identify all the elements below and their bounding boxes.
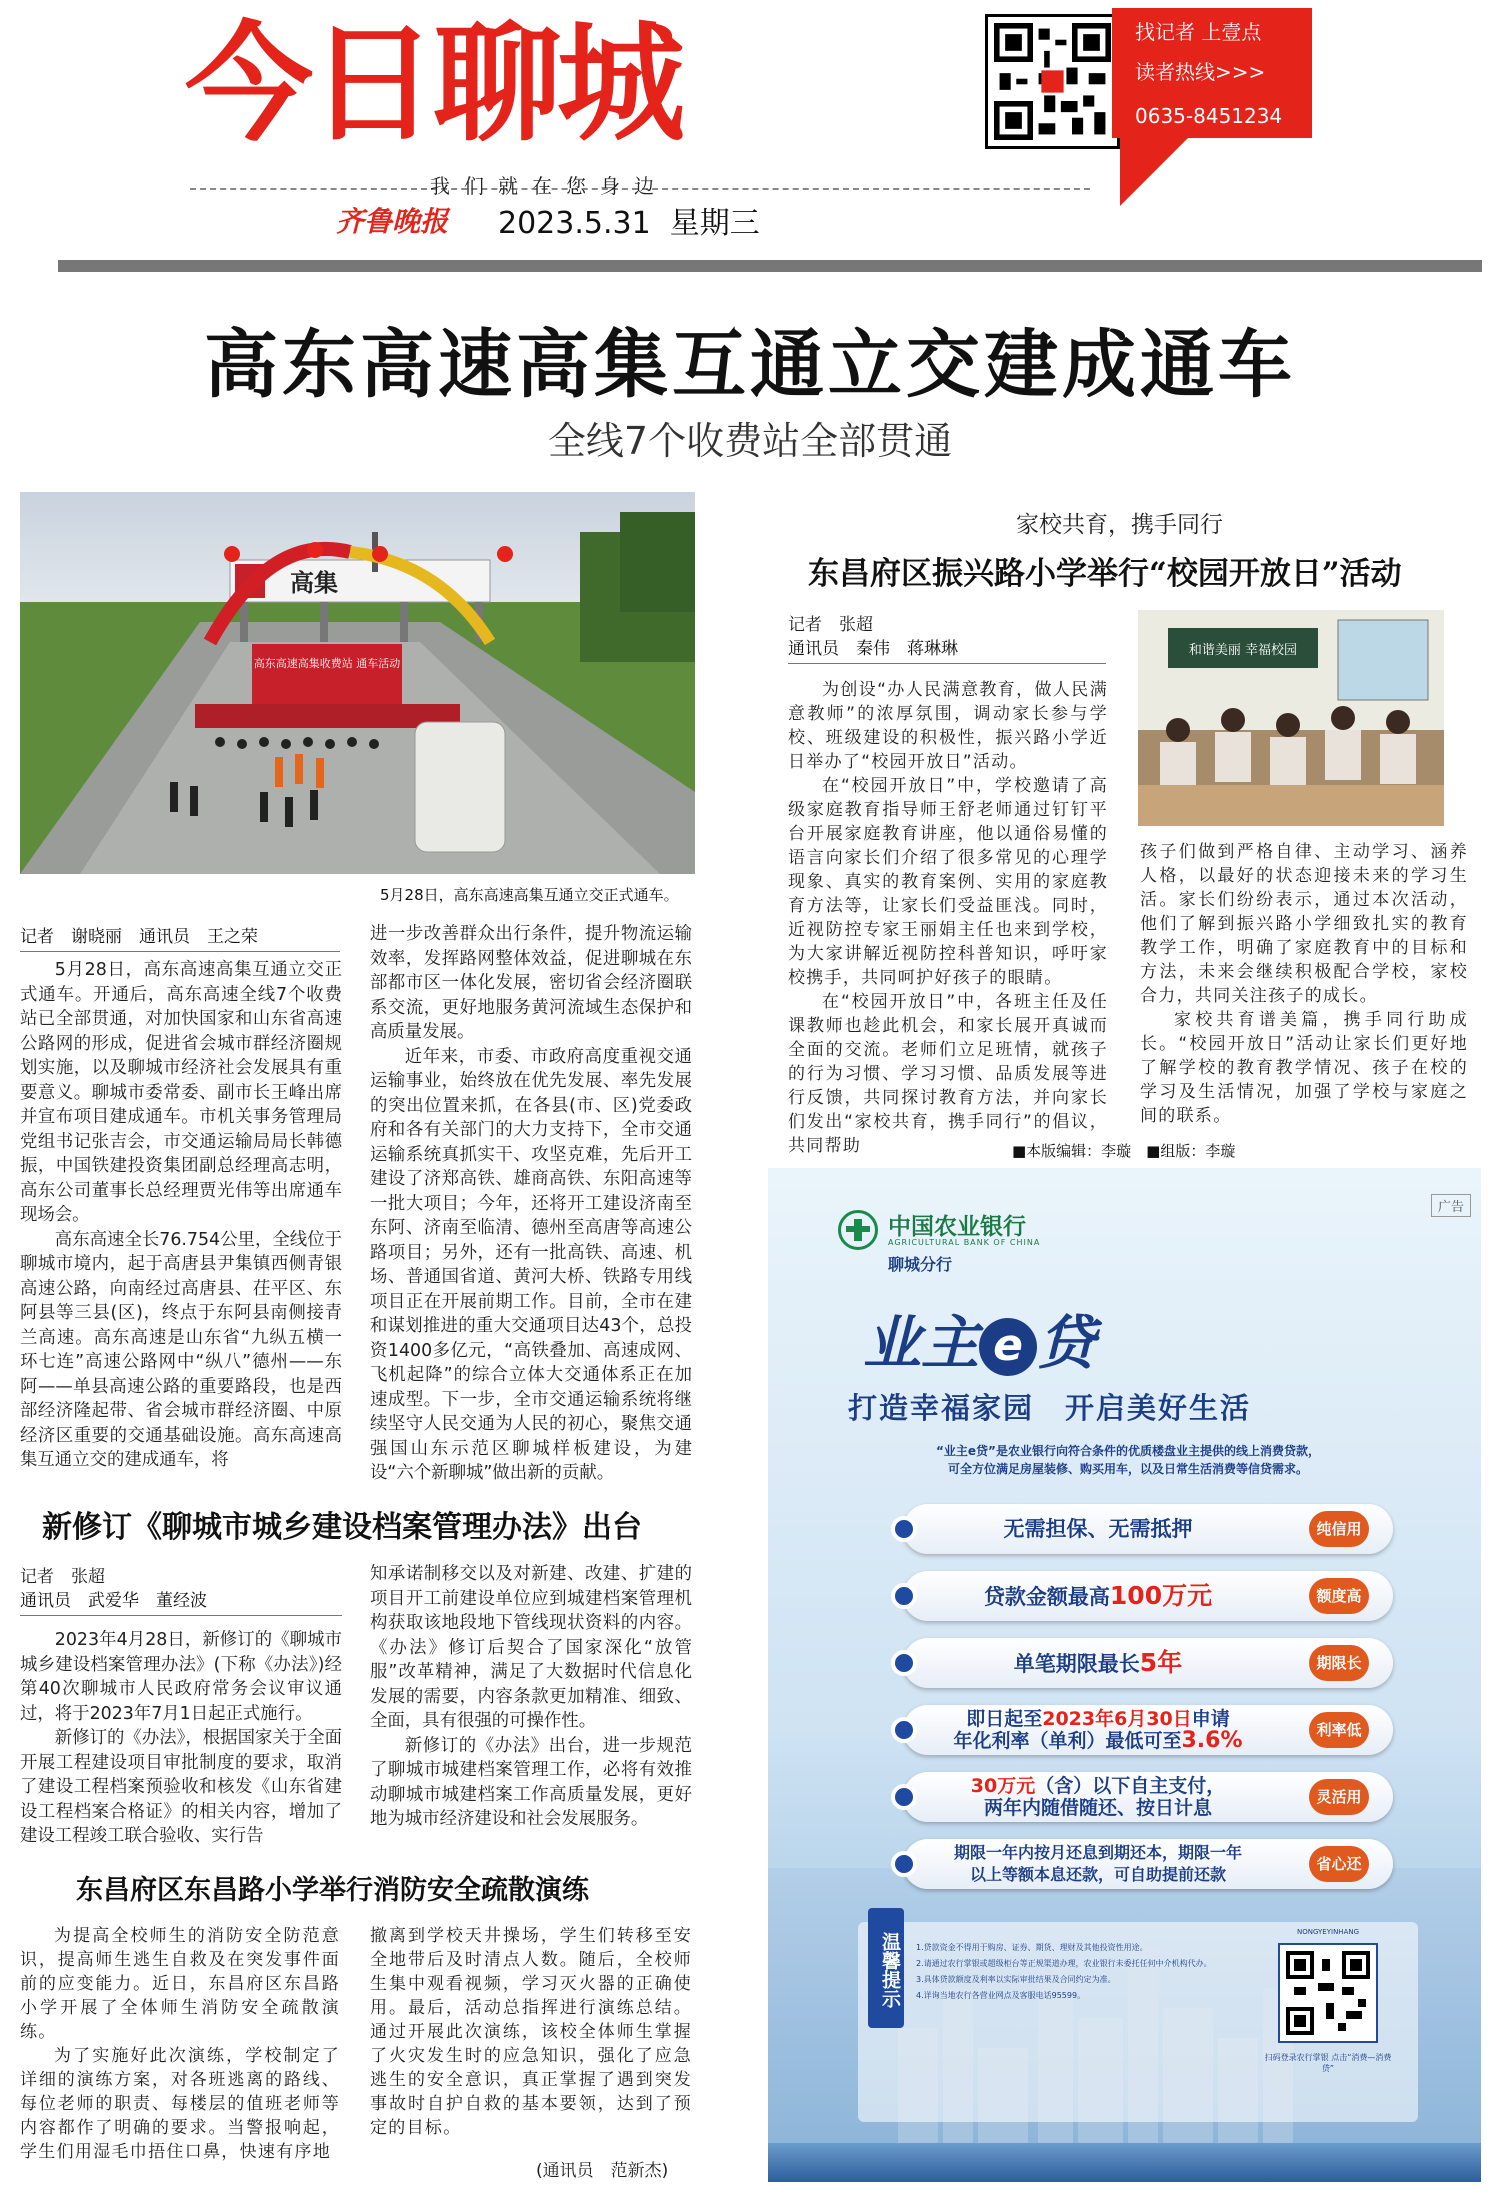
feature-highlight: 30万元 (970, 1775, 1036, 1797)
feature-line-2 (933, 1730, 1263, 1752)
feature-text (933, 1842, 1263, 1886)
svg-text:高东高速高集收费站 通车活动: 高东高速高集收费站 通车活动 (253, 657, 401, 670)
feature-pill (903, 1504, 1393, 1554)
feature-text-pre: 年化利率（单利）最低可至 (953, 1730, 1182, 1752)
lead-subheadline: 全线7个收费站全部贯通 (547, 419, 953, 463)
archive-byline-correspondents: 通讯员 武爱华 董经波 (20, 1586, 342, 1616)
bank-name-en: AGRICULTURAL BANK OF CHINA (888, 1238, 1041, 1247)
feature-text (933, 1708, 1263, 1752)
archive-column-2 (370, 1562, 692, 1852)
feature-text-post: 申请 (1191, 1708, 1230, 1730)
school-paragraph: 在“校园开放日”中，各班主任及任课教师也趁此机会，和家长展开真诚而全面的交流。老师们立足班情，就孩子的行为习惯、学习习惯、品质发展等进行反馈，共同探讨教育方法，并向家长们发出“家校共育，携手同行”的倡议，共同帮助 (788, 992, 1108, 1156)
feature-badge: 额度高 (1309, 1578, 1369, 1614)
product-e-icon: e (979, 1318, 1037, 1376)
notice-item: 3.具体贷款额度及利率以实际审批结果及合同约定为准。 (916, 1975, 1116, 1984)
abc-logo-icon (838, 1210, 878, 1250)
feature-text-pre: 即日起至 (966, 1708, 1043, 1730)
feature-bullet-icon (891, 1851, 917, 1877)
lead-byline: 记者 谢晓丽 通讯员 王之荣 (20, 922, 340, 952)
feature-highlight: 3.6% (1181, 1728, 1243, 1753)
editor-credits: ■本版编辑：李璇 ■组版：李璇 (1012, 1142, 1236, 1160)
hotline-line-2: 读者热线>>> (1135, 60, 1266, 84)
feature-pill (903, 1839, 1393, 1889)
feature-pill (903, 1772, 1393, 1822)
school-paragraph: 孩子们做到严格自律、主动学习、涵养人格，以最好的状态迎接未来的学习生活。家长们纷纷表示，通过本次活动，他们了解到振兴路小学细致扎实的教育教学工作，明确了家庭教育中的目标和方法，未来会继续积极配合学校，家校合力，共同关注孩子的成长。 (1140, 842, 1468, 1006)
product-name-post: 贷 (1037, 1309, 1096, 1377)
lead-paragraph: 进一步改善群众出行条件，提升物流运输效率，发挥路网整体效益，促进聊城在东部都市区一体化发展，密切省会经济圈联系交流，更好地服务黄河流域生态保护和高质量发展。 (370, 924, 692, 1042)
notice-item: 2.请通过农行掌银或超级柜台等正规渠道办理，农业银行未委托任何中介机构代办。 (916, 1959, 1212, 1968)
feature-badge: 纯信用 (1309, 1511, 1369, 1547)
feature-line-1 (933, 1708, 1263, 1730)
archive-column-1 (20, 1628, 342, 1848)
ad-tagline: 打造幸福家园 开启美好生活 (848, 1391, 1252, 1425)
archive-headline: 新修订《聊城市城乡建设档案管理办法》出台 (42, 1510, 642, 1545)
feature-pill (903, 1705, 1393, 1755)
fire-drill-credit: (通讯员 范新杰) (536, 2161, 669, 2181)
lead-photo-caption: 5月28日，高东高速高集互通立交正式通车。 (380, 886, 679, 904)
classroom-photo (1138, 610, 1444, 826)
archive-paragraph: 新修订的《办法》出台，进一步规范了聊城市城建档案管理工作，必将有效推动聊城市城建档案工作高质量发展，更好地为城市经济建设和社会发展服务。 (370, 1735, 692, 1829)
lead-column-1 (20, 958, 342, 1470)
school-byline-reporter: 记者 张超 (788, 615, 873, 635)
school-column-1 (788, 678, 1108, 1164)
archive-paragraph: 2023年4月28日，新修订的《聊城市城乡建设档案管理办法》(下称《办法》)经第40次聊城市人民政府常务会议审议通过，将于2023年7月1日起正式施行。 (20, 1630, 342, 1724)
feature-text-post: （含）以下自主支付， (1035, 1775, 1226, 1797)
fire-drill-column-1 (20, 1924, 340, 2174)
archive-paragraph: 知承诺制移交以及对新建、改建、扩建的项目开工前建设单位应到城建档案管理机构获取该地段地下管线现状资料的内容。《办法》修订后契合了国家深化“放管服”改革精神，满足了大数据时代信息化发展的需要，内容条款更加精准、细致、全面，具有很强的可操作性。 (370, 1564, 692, 1731)
school-column-2 (1140, 840, 1468, 1165)
school-kicker: 家校共育，携手同行 (1016, 512, 1223, 538)
qr-code-icon (1286, 1951, 1370, 2035)
feature-line-1 (933, 1775, 1263, 1797)
feature-text (933, 1775, 1263, 1819)
ad-label: 广告 (1431, 1194, 1471, 1217)
archive-paragraph: 新修订的《办法》，根据国家关于全面开展工程建设项目审批制度的要求，取消了建设工程档案预验收和核发《山东省建设工程档案合格证》的相关内容，增加了建设工程竣工联合验收、实行告 (20, 1728, 342, 1846)
feature-badge: 灵活用 (1309, 1779, 1369, 1815)
notice-item: 1.贷款资金不得用于购房、证券、期货、理财及其他投资性用途。 (916, 1943, 1148, 1952)
feature-highlight: 2023年6月30日 (1042, 1708, 1192, 1730)
hotline-line-1: 找记者 上壹点 (1135, 20, 1262, 44)
branch-name: 聊城分行 (888, 1255, 953, 1274)
feature-line-2: 以上等额本息还款，可自助提前还款 (969, 1865, 1226, 1884)
lead-headline: 高东高速高集互通立交建成通车 (204, 322, 1296, 408)
header-rule (58, 260, 1482, 272)
lead-column-2 (370, 922, 692, 1483)
feature-bullet-icon (891, 1516, 917, 1542)
feature-highlight: 5年 (1139, 1648, 1183, 1677)
product-name-pre: 业主 (863, 1309, 980, 1377)
school-paragraph: 为创设“办人民满意教育，做人民满意教师”的浓厚氛围，调动家长参与学校、班级建设的积极性，振兴路小学近日举办了“校园开放日”活动。 (788, 680, 1108, 772)
masthead-title: 今日聊城 (185, 10, 682, 159)
feature-bullet-icon (891, 1784, 917, 1810)
fire-drill-column-2 (370, 1924, 692, 2148)
feature-line-2: 两年内随借随还、按日计息 (983, 1797, 1212, 1819)
lead-paragraph: 5月28日，高东高速高集互通立交正式通车。开通后，高东高速全线7个收费站已全部贯通，对加快国家和山东省高速公路网的形成，促进省会城市群经济圈规划实施，以及聊城市经济社会发展具有重要意义。聊城市委常委、副市长王峰出席并宣布项目建成通车。市机关事务管理局党组书记张吉会，市交通运输局局长韩德振，中国铁建投资集团副总经理高志明，高东公司董事长总经理贾光伟等出席通车现场会。 (20, 960, 342, 1225)
ad-desc-2: 可全方位满足房屋装修、购买用车，以及日常生活消费等信贷需求。 (947, 1462, 1308, 1476)
issue-date-value: 2023.5.31 (498, 206, 651, 241)
feature-highlight: 100万元 (1109, 1581, 1213, 1610)
notice-item: 4.详询当地农行各营业网点及客服电话95599。 (916, 1991, 1086, 2000)
masthead-slogan: 我们就在您身边 (430, 174, 668, 198)
fire-drill-paragraph: 撤离到学校天井操场，学生们转移至安全地带后及时清点人数。随后，全校师生集中观看视频，学习灭火器的正确使用。最后，活动总指挥进行演练总结。通过开展此次演练，该校全体师生掌握了火灾发生时的应急知识，强化了应急逃生的安全意识，真正掌握了遇到突发事故时自护自救的基本要领，达到了预定的目标。 (370, 1926, 692, 2138)
fire-drill-paragraph: 为了实施好此次演练，学校制定了详细的演练方案，对各班逃离的路线、每位老师的职责、每楼层的值班老师等内容都作了明确的要求。当警报响起，学生们用湿毛巾捂住口鼻，快速有序地 (20, 2046, 340, 2162)
issue-date (498, 198, 760, 242)
feature-text: 无需担保、无需抵押 (1003, 1517, 1193, 1541)
feature-pill (903, 1571, 1393, 1621)
notice-title: 温馨提示 (868, 1908, 904, 2028)
archive-byline-reporter: 记者 张超 (20, 1567, 105, 1587)
hotline-phone[interactable]: 0635-8451234 (1135, 104, 1283, 128)
fire-drill-paragraph: 为提高全校师生的消防安全防范意识，提高师生逃生自救及在突发事件面前的应变能力。近日，东昌府区东昌路小学开展了全体师生消防安全疏散演练。 (20, 1926, 340, 2042)
feature-badge: 省心还 (1309, 1846, 1369, 1882)
masthead-qr-code[interactable] (985, 14, 1120, 149)
school-headline: 东昌府区振兴路小学举行“校园开放日”活动 (808, 556, 1402, 592)
feature-bullet-icon (891, 1717, 917, 1743)
issue-weekday: 星期三 (669, 206, 760, 241)
feature-pill (903, 1638, 1393, 1688)
lead-paragraph: 近年来，市委、市政府高度重视交通运输事业，始终放在优先发展、率先发展的突出位置来抓，在各县(市、区)党委政府和各有关部门的大力支持下，全市交通运输系统真抓实干、攻坚克难，先后开工建设了济郑高铁、雄商高铁、东阳高速等一批大项目；今年，还将开工建设济南至东阿、济南至临清、德州至高唐等高速公路项目；另外，还有一批高铁、高速、机场、普通国省道、黄河大桥、铁路专用线项目正在开展前期工作。目前，全市在建和谋划推进的重大交通项目达43个，总投资1400多亿元，“高铁叠加、高速成网、飞机起降”的综合立体大交通体系正在加速成型。下一步，全市交通运输系统将继续坚守人民交通为人民的初心，聚焦交通强国山东示范区聊城样板建设，为建设“六个新聊城”做出新的贡献。 (370, 1046, 692, 1483)
notice-list (916, 1940, 1256, 2004)
school-paragraph: 家校共育谱美篇，携手同行助成长。“校园开放日”活动让家长们更好地了解学校的教育教学情况、孩子在校的学习及生活情况，加强了学校与家庭之间的联系。 (1140, 1010, 1468, 1126)
speech-bubble-tail (1120, 136, 1190, 206)
feature-text-pre: 单笔期限最长 (1013, 1652, 1140, 1676)
feature-text (933, 1571, 1263, 1621)
svg-text:和谐美丽 幸福校园: 和谐美丽 幸福校园 (1188, 643, 1298, 658)
bank-advertisement[interactable] (768, 1168, 1481, 2182)
svg-text:高集: 高集 (290, 569, 338, 597)
feature-line-1: 期限一年内按月还息到期还本，期限一年 (953, 1843, 1242, 1862)
ad-qr-code[interactable] (1278, 1943, 1378, 2043)
ad-qr-top-label: NONGYEYINHANG (1296, 1928, 1360, 1936)
feature-badge: 期限长 (1309, 1645, 1369, 1681)
feature-bullet-icon (891, 1650, 917, 1676)
feature-badge: 利率低 (1309, 1712, 1369, 1748)
school-paragraph: 在“校园开放日”中，学校邀请了高级家庭教育指导师王舒老师通过钉钉平台开展家庭教育讲座，他以通俗易懂的语言向家长们介绍了很多常见的心理学现象、真实的教育案例、实用的家庭教育方法等，让家长们受益匪浅。同时，近视防控专家王丽娟主任也来到学校，为大家讲解近视防控科普知识，呼吁家校携手，共同呵护好孩子的眼睛。 (788, 776, 1108, 988)
toll-station-photo (20, 492, 695, 874)
fire-drill-headline: 东昌府区东昌路小学举行消防安全疏散演练 (76, 1875, 589, 1906)
feature-bullet-icon (891, 1583, 917, 1609)
bank-name: 中国农业银行 (888, 1214, 1026, 1240)
ad-desc-1: “业主e贷”是农业银行向符合条件的优质楼盘业主提供的线上消费贷款， (936, 1444, 1320, 1458)
feature-text-pre: 贷款金额最高 (983, 1585, 1110, 1609)
newspaper-brand: 齐鲁晚报 (336, 205, 449, 238)
ad-qr-caption: 扫码登录农行掌银 点击“消费—消费贷” (1264, 2053, 1392, 2073)
product-name (863, 1296, 1095, 1380)
feature-text (933, 1638, 1263, 1688)
school-byline-correspondents: 通讯员 秦伟 蒋琳琳 (788, 634, 1106, 664)
lead-paragraph: 高东高速全长76.754公里，全线位于聊城市境内，起于高唐县尹集镇西侧青银高速公路，向南经过高唐县、茌平区、东阿县等三县(区)，终点于东阿县南侧接青兰高速。高东高速是山东省“九纵五横一环七连”高速公路网中“纵八”德州——东阿——单县高速公路的重要路段，也是西部经济隆起带、省会城市群经济圈、中原经济区重要的交通基础设施。高东高速高集互通立交的建成通车，将 (20, 1229, 342, 1470)
qr-code-icon (994, 23, 1111, 140)
